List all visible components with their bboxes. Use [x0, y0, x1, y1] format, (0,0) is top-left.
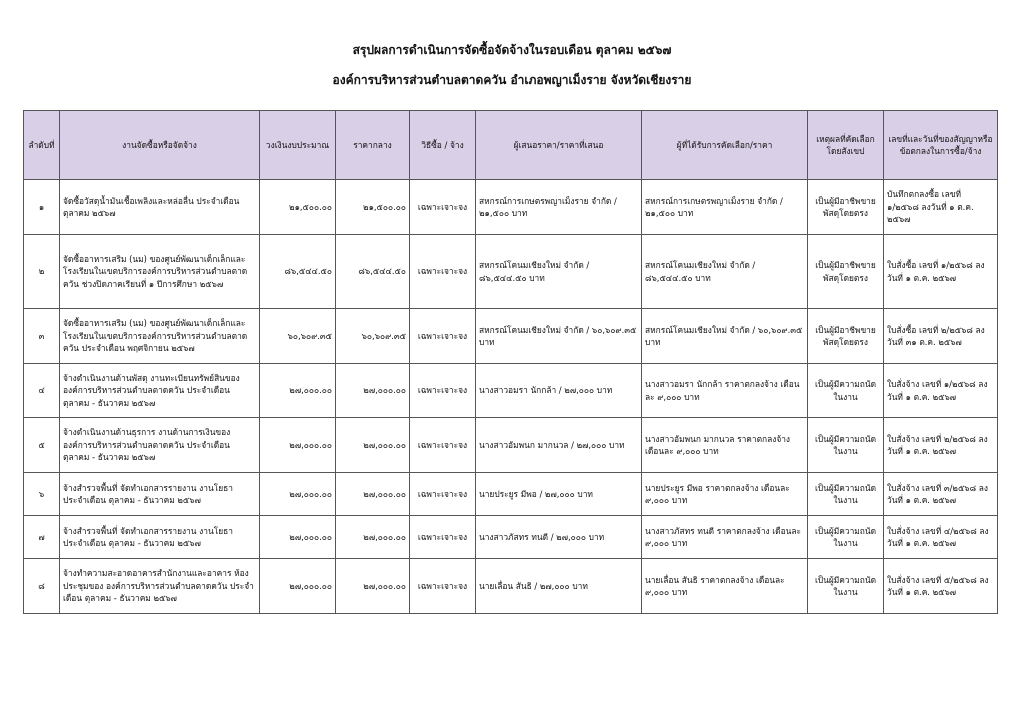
cell-item: จัดซื้อวัสดุน้ำมันเชื้อเพลิงและหล่อลื่น ประจำเดือน ตุลาคม ๒๕๖๗ — [60, 180, 260, 235]
cell-method: เฉพาะเจาะจง — [410, 180, 476, 235]
cell-bidder: สหกรณ์โคนมเชียงใหม่ จำกัด / ๖๐,๖๐๙.๓๕ บาท — [476, 309, 642, 364]
cell-bidder: สหกรณ์โคนมเชียงใหม่ จำกัด / ๘๖,๕๔๔.๕๐ บาท — [476, 235, 642, 309]
table-row — [24, 235, 998, 309]
cell-bidder: นางสาวอมรา นักกล้า / ๒๗,๐๐๐ บาท — [476, 364, 642, 418]
cell-item: จ้างทำความสะอาดอาคารสำนักงานและอาคาร ห้องประชุมของ องค์การบริหารส่วนตำบลตาดควัน ประจำเดือน ตุลาคม - ธันวาคม ๒๕๖๗ — [60, 559, 260, 614]
cell-selected: สหกรณ์การเกษตรพญาเม็งราย จำกัด / ๒๑,๕๐๐ บาท — [642, 180, 808, 235]
document-subtitle: องค์การบริหารส่วนตำบลตาดควัน อำเภอพญาเม็งราย จังหวัดเชียงราย — [332, 73, 692, 87]
cell-reason: เป็นผู้มีความถนัดในงาน — [808, 473, 884, 516]
cell-reason: เป็นผู้มีอาชีพขายพัสดุโดยตรง — [808, 235, 884, 309]
cell-item: จัดซื้ออาหารเสริม (นม) ของศูนย์พัฒนาเด็กเล็กและโรงเรียนในเขตบริการองค์การบริหารส่วนตำบลตาดควัน ประจำเดือน พฤศจิกายน ๒๕๖๗ — [60, 309, 260, 364]
cell-budget: ๒๗,๐๐๐.๐๐ — [260, 364, 336, 418]
cell-method: เฉพาะเจาะจง — [410, 418, 476, 473]
table-row — [24, 516, 998, 559]
cell-method: เฉพาะเจาะจง — [410, 364, 476, 418]
cell-item: จ้างดำเนินงานด้านพัสดุ งานทะเบียนทรัพย์สินของ องค์การบริหารส่วนตำบลตาดควัน ประจำเดือน ตุลาคม - ธันวาคม ๒๕๖๗ — [60, 364, 260, 418]
header-median-price: ราคากลาง — [336, 111, 410, 180]
cell-item: จ้างสำรวจพื้นที่ จัดทำเอกสารรายงาน งานโยธา ประจำเดือน ตุลาคม - ธันวาคม ๒๕๖๗ — [60, 473, 260, 516]
header-bidder: ผู้เสนอราคา/ราคาที่เสนอ — [476, 111, 642, 180]
cell-budget: ๖๐,๖๐๙.๓๕ — [260, 309, 336, 364]
cell-budget: ๒๗,๐๐๐.๐๐ — [260, 516, 336, 559]
cell-reason: เป็นผู้มีความถนัดในงาน — [808, 418, 884, 473]
table-row — [24, 559, 998, 614]
cell-method: เฉพาะเจาะจง — [410, 516, 476, 559]
cell-method: เฉพาะเจาะจง — [410, 559, 476, 614]
cell-budget: ๒๗,๐๐๐.๐๐ — [260, 473, 336, 516]
header-no: ลำดับที่ — [24, 111, 60, 180]
cell-method: เฉพาะเจาะจง — [410, 309, 476, 364]
cell-selected: นางสาวอัมพนก มากนวล ราคาตกลงจ้าง เดือนละ ๙,๐๐๐ บาท — [642, 418, 808, 473]
cell-reason: เป็นผู้มีความถนัดในงาน — [808, 559, 884, 614]
procurement-table — [23, 110, 998, 614]
cell-contract: ใบสั่งจ้าง เลขที่ ๓/๒๕๖๘ ลงวันที่ ๑ ต.ค. ๒๕๖๗ — [884, 473, 998, 516]
cell-median: ๒๑,๕๐๐.๐๐ — [336, 180, 410, 235]
cell-no: ๕ — [24, 418, 60, 473]
cell-contract: ใบสั่งจ้าง เลขที่ ๔/๒๕๖๘ ลงวันที่ ๑ ต.ค. ๒๕๖๗ — [884, 516, 998, 559]
cell-selected: นางสาวอมรา นักกล้า ราคาตกลงจ้าง เดือนละ ๙,๐๐๐ บาท — [642, 364, 808, 418]
cell-median: ๒๗,๐๐๐.๐๐ — [336, 364, 410, 418]
cell-contract: ใบสั่งซื้อ เลขที่ ๒/๒๕๖๘ ลงวันที่ ๓๑ ต.ค. ๒๕๖๗ — [884, 309, 998, 364]
cell-bidder: สหกรณ์การเกษตรพญาเม็งราย จำกัด / ๒๑,๕๐๐ บาท — [476, 180, 642, 235]
cell-no: ๗ — [24, 516, 60, 559]
cell-bidder: นางสาวภัสทร ทนดี / ๒๗,๐๐๐ บาท — [476, 516, 642, 559]
cell-bidder: นายประยูร มีพอ / ๒๗,๐๐๐ บาท — [476, 473, 642, 516]
cell-selected: นายประยูร มีพอ ราคาตกลงจ้าง เดือนละ ๙,๐๐๐ บาท — [642, 473, 808, 516]
cell-item: จัดซื้ออาหารเสริม (นม) ของศูนย์พัฒนาเด็กเล็กและโรงเรียนในเขตบริการองค์การบริหารส่วนตำบลตาดควัน ช่วงปิดภาคเรียนที่ ๑ ปีการศึกษา ๒๕๖๗ — [60, 235, 260, 309]
cell-budget: ๒๗,๐๐๐.๐๐ — [260, 559, 336, 614]
cell-contract: ใบสั่งจ้าง เลขที่ ๕/๒๕๖๘ ลงวันที่ ๑ ต.ค. ๒๕๖๗ — [884, 559, 998, 614]
cell-contract: ใบสั่งจ้าง เลขที่ ๒/๒๕๖๘ ลงวันที่ ๑ ต.ค. ๒๕๖๗ — [884, 418, 998, 473]
cell-no: ๖ — [24, 473, 60, 516]
cell-no: ๔ — [24, 364, 60, 418]
table-row — [24, 418, 998, 473]
cell-contract: ใบสั่งซื้อ เลขที่ ๑/๒๕๖๘ ลงวันที่ ๑ ต.ค. ๒๕๖๗ — [884, 235, 998, 309]
cell-method: เฉพาะเจาะจง — [410, 473, 476, 516]
cell-selected: นางสาวภัสทร ทนดี ราคาตกลงจ้าง เดือนละ ๙,๐๐๐ บาท — [642, 516, 808, 559]
document-title: สรุปผลการดำเนินการจัดซื้อจัดจ้างในรอบเดือน ตุลาคม ๒๕๖๗ — [352, 43, 672, 57]
cell-selected: นายเลื่อน สันธิ ราคาตกลงจ้าง เดือนละ ๙,๐๐๐ บาท — [642, 559, 808, 614]
cell-selected: สหกรณ์โคนมเชียงใหม่ จำกัด / ๘๖,๕๔๔.๕๐ บาท — [642, 235, 808, 309]
cell-no: ๒ — [24, 235, 60, 309]
cell-reason: เป็นผู้มีความถนัดในงาน — [808, 516, 884, 559]
header-selected: ผู้ที่ได้รับการคัดเลือก/ราคา — [642, 111, 808, 180]
cell-item: จ้างดำเนินงานด้านธุรการ งานด้านการเงินของ องค์การบริหารส่วนตำบลตาดควัน ประจำเดือน ตุลาคม - ธันวาคม ๒๕๖๗ — [60, 418, 260, 473]
table-row — [24, 180, 998, 235]
cell-contract: ใบสั่งจ้าง เลขที่ ๑/๒๕๖๘ ลงวันที่ ๑ ต.ค. ๒๕๖๗ — [884, 364, 998, 418]
table-row — [24, 473, 998, 516]
cell-item: จ้างสำรวจพื้นที่ จัดทำเอกสารรายงาน งานโยธา ประจำเดือน ตุลาคม - ธันวาคม ๒๕๖๗ — [60, 516, 260, 559]
cell-selected: สหกรณ์โคนมเชียงใหม่ จำกัด / ๖๐,๖๐๙.๓๕ บาท — [642, 309, 808, 364]
cell-budget: ๒๗,๐๐๐.๐๐ — [260, 418, 336, 473]
cell-budget: ๒๑,๕๐๐.๐๐ — [260, 180, 336, 235]
cell-median: ๖๐,๖๐๙.๓๕ — [336, 309, 410, 364]
cell-bidder: นายเลื่อน สันธิ / ๒๗,๐๐๐ บาท — [476, 559, 642, 614]
cell-no: ๑ — [24, 180, 60, 235]
cell-median: ๒๗,๐๐๐.๐๐ — [336, 418, 410, 473]
cell-bidder: นางสาวอัมพนก มากนวล / ๒๗,๐๐๐ บาท — [476, 418, 642, 473]
cell-reason: เป็นผู้มีอาชีพขายพัสดุโดยตรง — [808, 309, 884, 364]
cell-reason: เป็นผู้มีอาชีพขายพัสดุโดยตรง — [808, 180, 884, 235]
cell-median: ๘๖,๕๔๔.๕๐ — [336, 235, 410, 309]
cell-contract: บันทึกตกลงซื้อ เลขที่ ๑/๒๕๖๘ ลงวันที่ ๑ ต.ค. ๒๕๖๗ — [884, 180, 998, 235]
cell-median: ๒๗,๐๐๐.๐๐ — [336, 473, 410, 516]
cell-no: ๘ — [24, 559, 60, 614]
cell-reason: เป็นผู้มีความถนัดในงาน — [808, 364, 884, 418]
header-item: งานจัดซื้อหรือจัดจ้าง — [60, 111, 260, 180]
header-method: วิธีซื้อ / จ้าง — [410, 111, 476, 180]
header-reason: เหตุผลที่คัดเลือกโดยสังเขป — [808, 111, 884, 180]
cell-budget: ๘๖,๕๔๔.๕๐ — [260, 235, 336, 309]
table-row — [24, 309, 998, 364]
header-budget: วงเงินงบประมาณ — [260, 111, 336, 180]
cell-no: ๓ — [24, 309, 60, 364]
table-row — [24, 364, 998, 418]
cell-median: ๒๗,๐๐๐.๐๐ — [336, 559, 410, 614]
table-header-row — [24, 111, 998, 180]
header-contract: เลขที่และวันที่ของสัญญาหรือข้อตกลงในการซื้อ/จ้าง — [884, 111, 998, 180]
cell-method: เฉพาะเจาะจง — [410, 235, 476, 309]
cell-median: ๒๗,๐๐๐.๐๐ — [336, 516, 410, 559]
